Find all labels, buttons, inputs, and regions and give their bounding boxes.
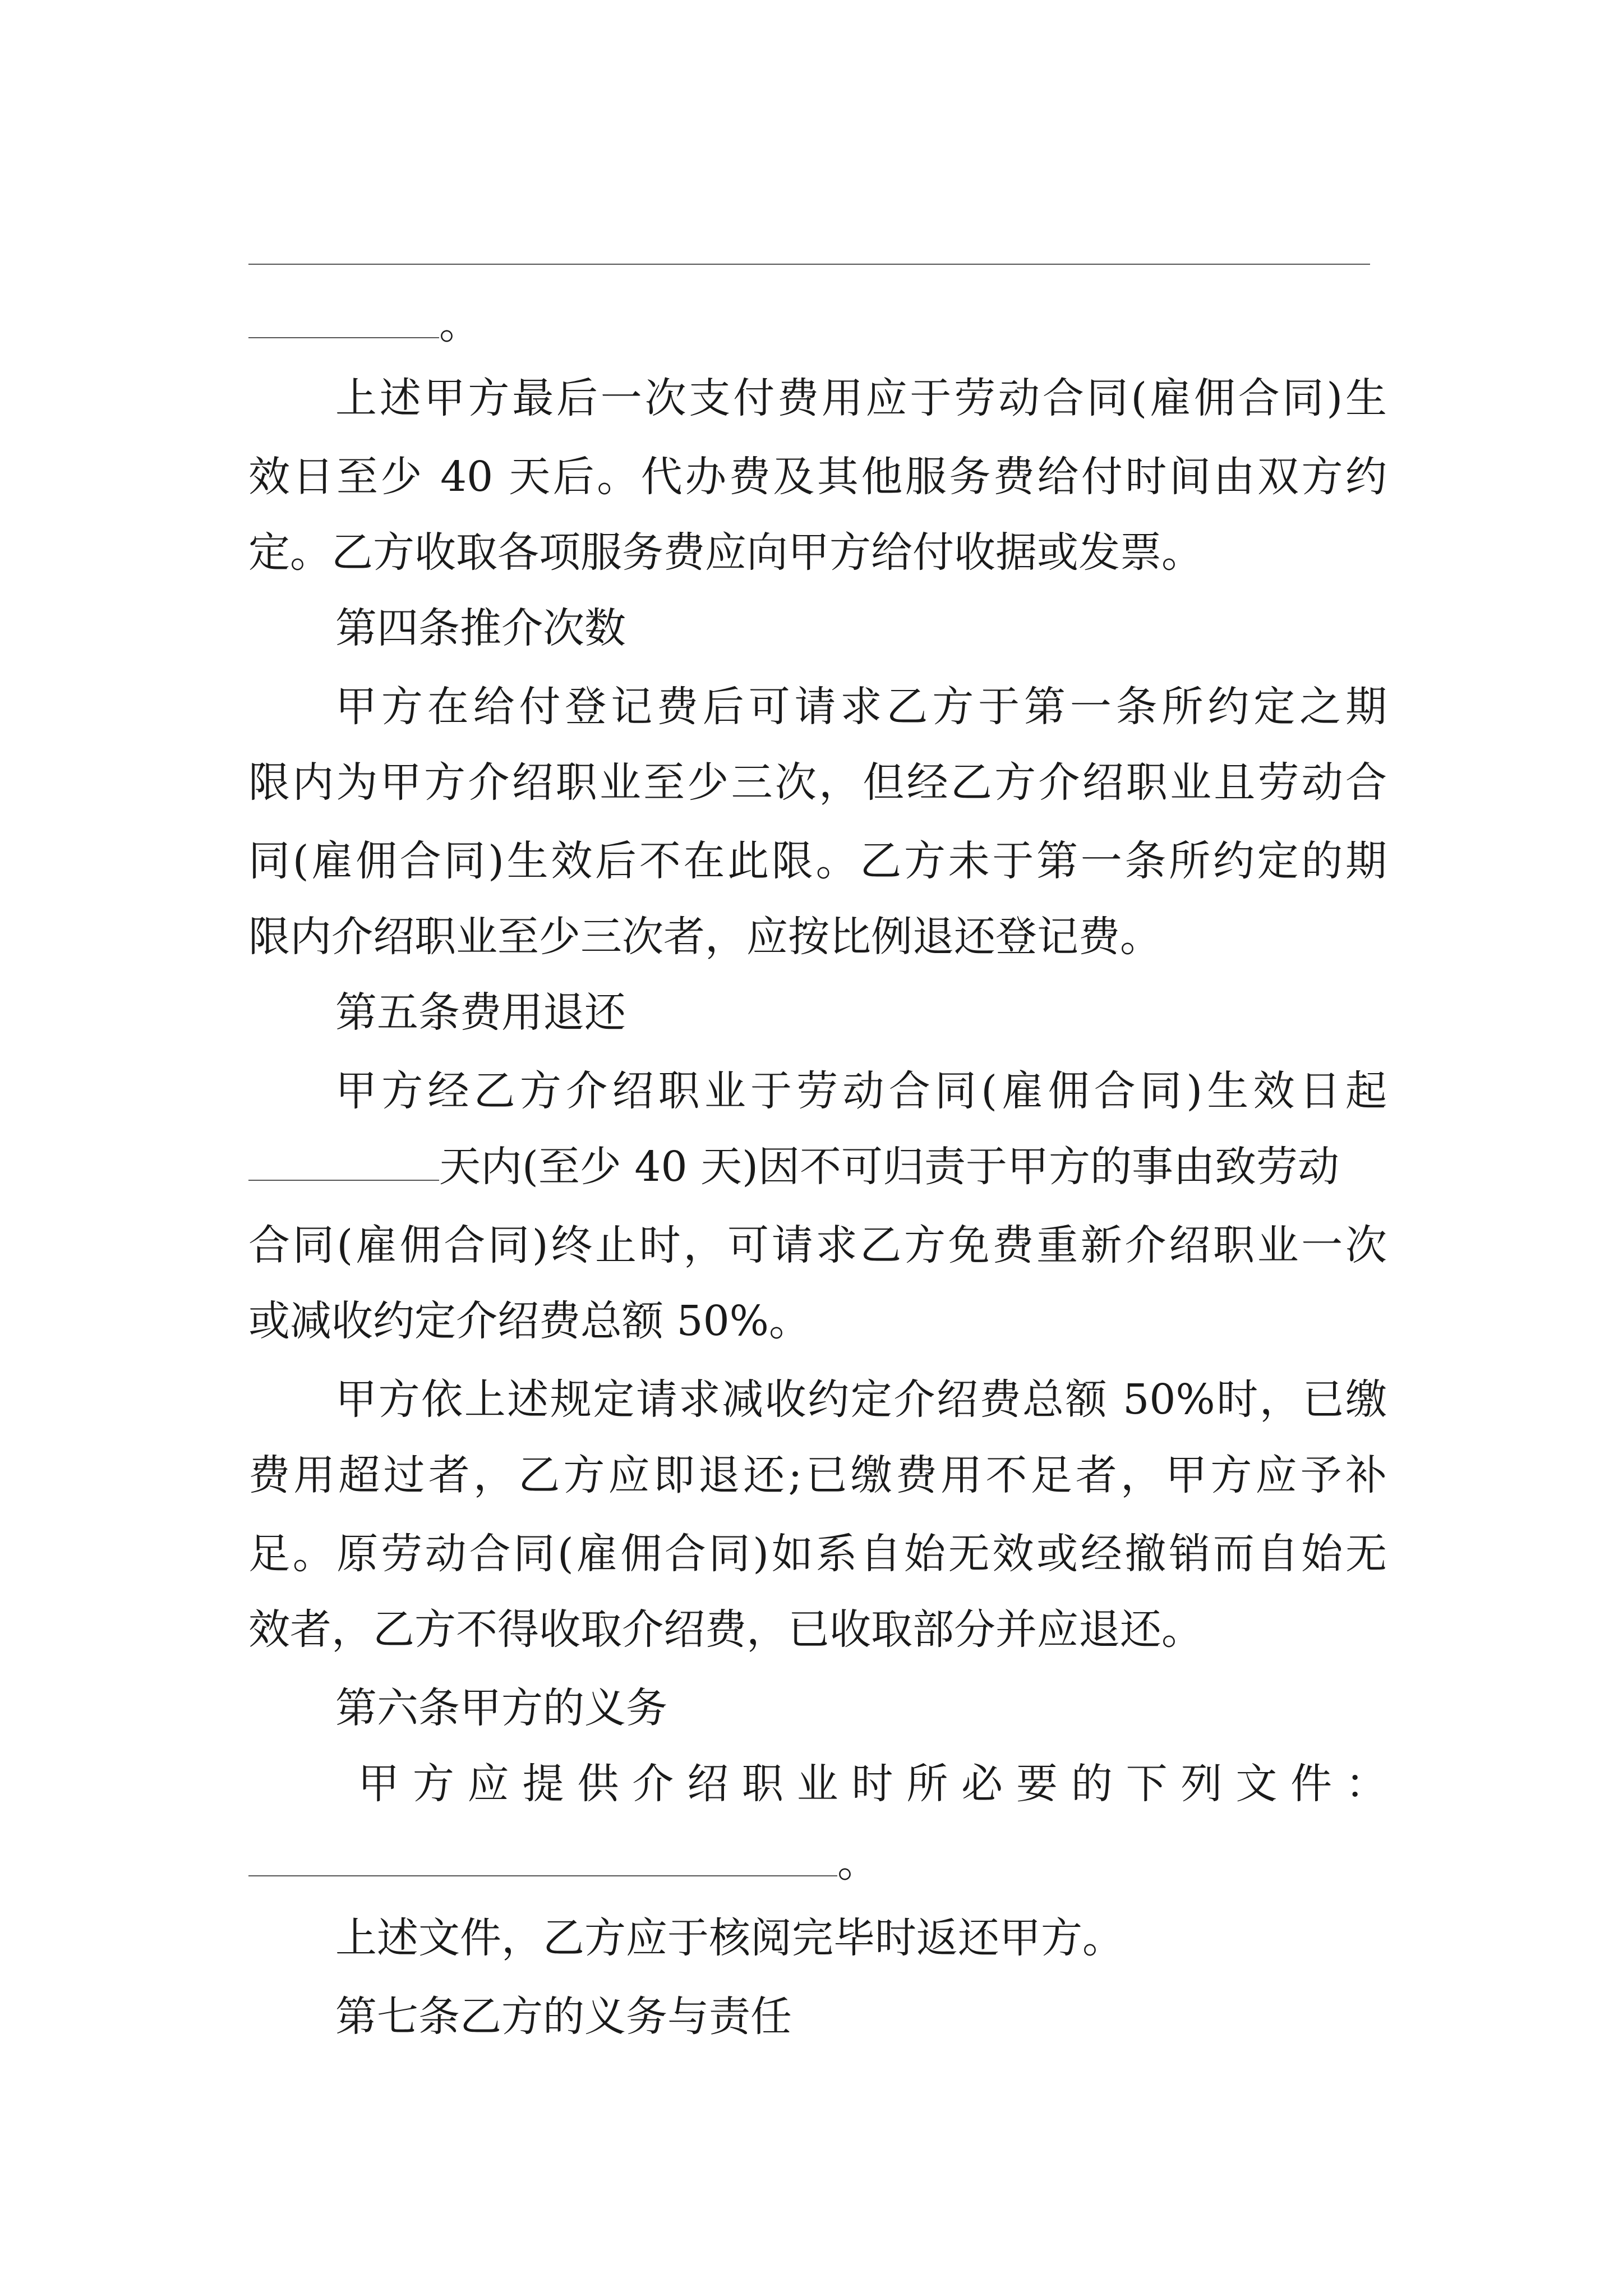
paragraph-line: 甲方应提供介绍职业时所必要的下列文件： <box>358 1760 1387 1808</box>
article-heading: 第五条费用退还 <box>335 988 626 1037</box>
paragraph-line: 合同(雇佣合同)终止时，可请求乙方免费重新介绍职业一次 <box>248 1221 1387 1269</box>
article-heading: 第四条推介次数 <box>335 604 626 652</box>
paragraph-line: 甲方依上述规定请求减收约定介绍费总额 50%时，已缴 <box>335 1375 1387 1424</box>
fill-in-blank <box>248 298 439 338</box>
paragraph-line: 同(雇佣合同)生效后不在此限。乙方未于第一条所约定的期 <box>248 837 1387 885</box>
fill-in-blank <box>248 1140 439 1181</box>
fill-in-blank-line <box>248 264 1370 265</box>
paragraph-line: 效日至少 40 天后。代办费及其他服务费给付时间由双方约 <box>248 453 1387 501</box>
paragraph-line: 上述甲方最后一次支付费用应于劳动合同(雇佣合同)生 <box>335 374 1387 422</box>
paragraph-line: 甲方在给付登记费后可请求乙方于第一条所约定之期 <box>335 683 1387 731</box>
article-heading: 第七条乙方的义务与责任 <box>335 1993 792 2041</box>
paragraph-line: 限内为甲方介绍职业至少三次，但经乙方介绍职业且劳动合 <box>248 758 1387 807</box>
article-heading: 第六条甲方的义务 <box>335 1684 667 1732</box>
paragraph-line: 足。原劳动合同(雇佣合同)如系自始无效或经撤销而自始无 <box>248 1530 1387 1578</box>
paragraph-line: 或减收约定介绍费总额 50%。 <box>248 1297 810 1345</box>
paragraph-line: 效者，乙方不得收取介绍费，已收取部分并应退还。 <box>248 1605 1203 1654</box>
paragraph-line: 限内介绍职业至少三次者，应按比例退还登记费。 <box>248 913 1161 961</box>
fill-in-line <box>248 1834 879 1890</box>
fill-in-blank <box>248 1836 837 1876</box>
line-end-period: 。 <box>837 1838 879 1887</box>
paragraph-line: 费用超过者，乙方应即退还;已缴费用不足者，甲方应予补 <box>248 1451 1387 1499</box>
fill-in-line <box>248 1139 1339 1195</box>
paragraph-line-rest: 天内(至少 40 天)因不可归责于甲方的事由致劳动 <box>439 1143 1339 1191</box>
line-end-period: 。 <box>439 300 481 348</box>
fill-in-line <box>248 296 481 352</box>
paragraph-line: 甲方经乙方介绍职业于劳动合同(雇佣合同)生效日起 <box>335 1067 1387 1115</box>
paragraph-line: 上述文件，乙方应于核阅完毕时返还甲方。 <box>335 1914 1124 1962</box>
paragraph-line: 定。乙方收取各项服务费应向甲方给付收据或发票。 <box>248 528 1203 577</box>
